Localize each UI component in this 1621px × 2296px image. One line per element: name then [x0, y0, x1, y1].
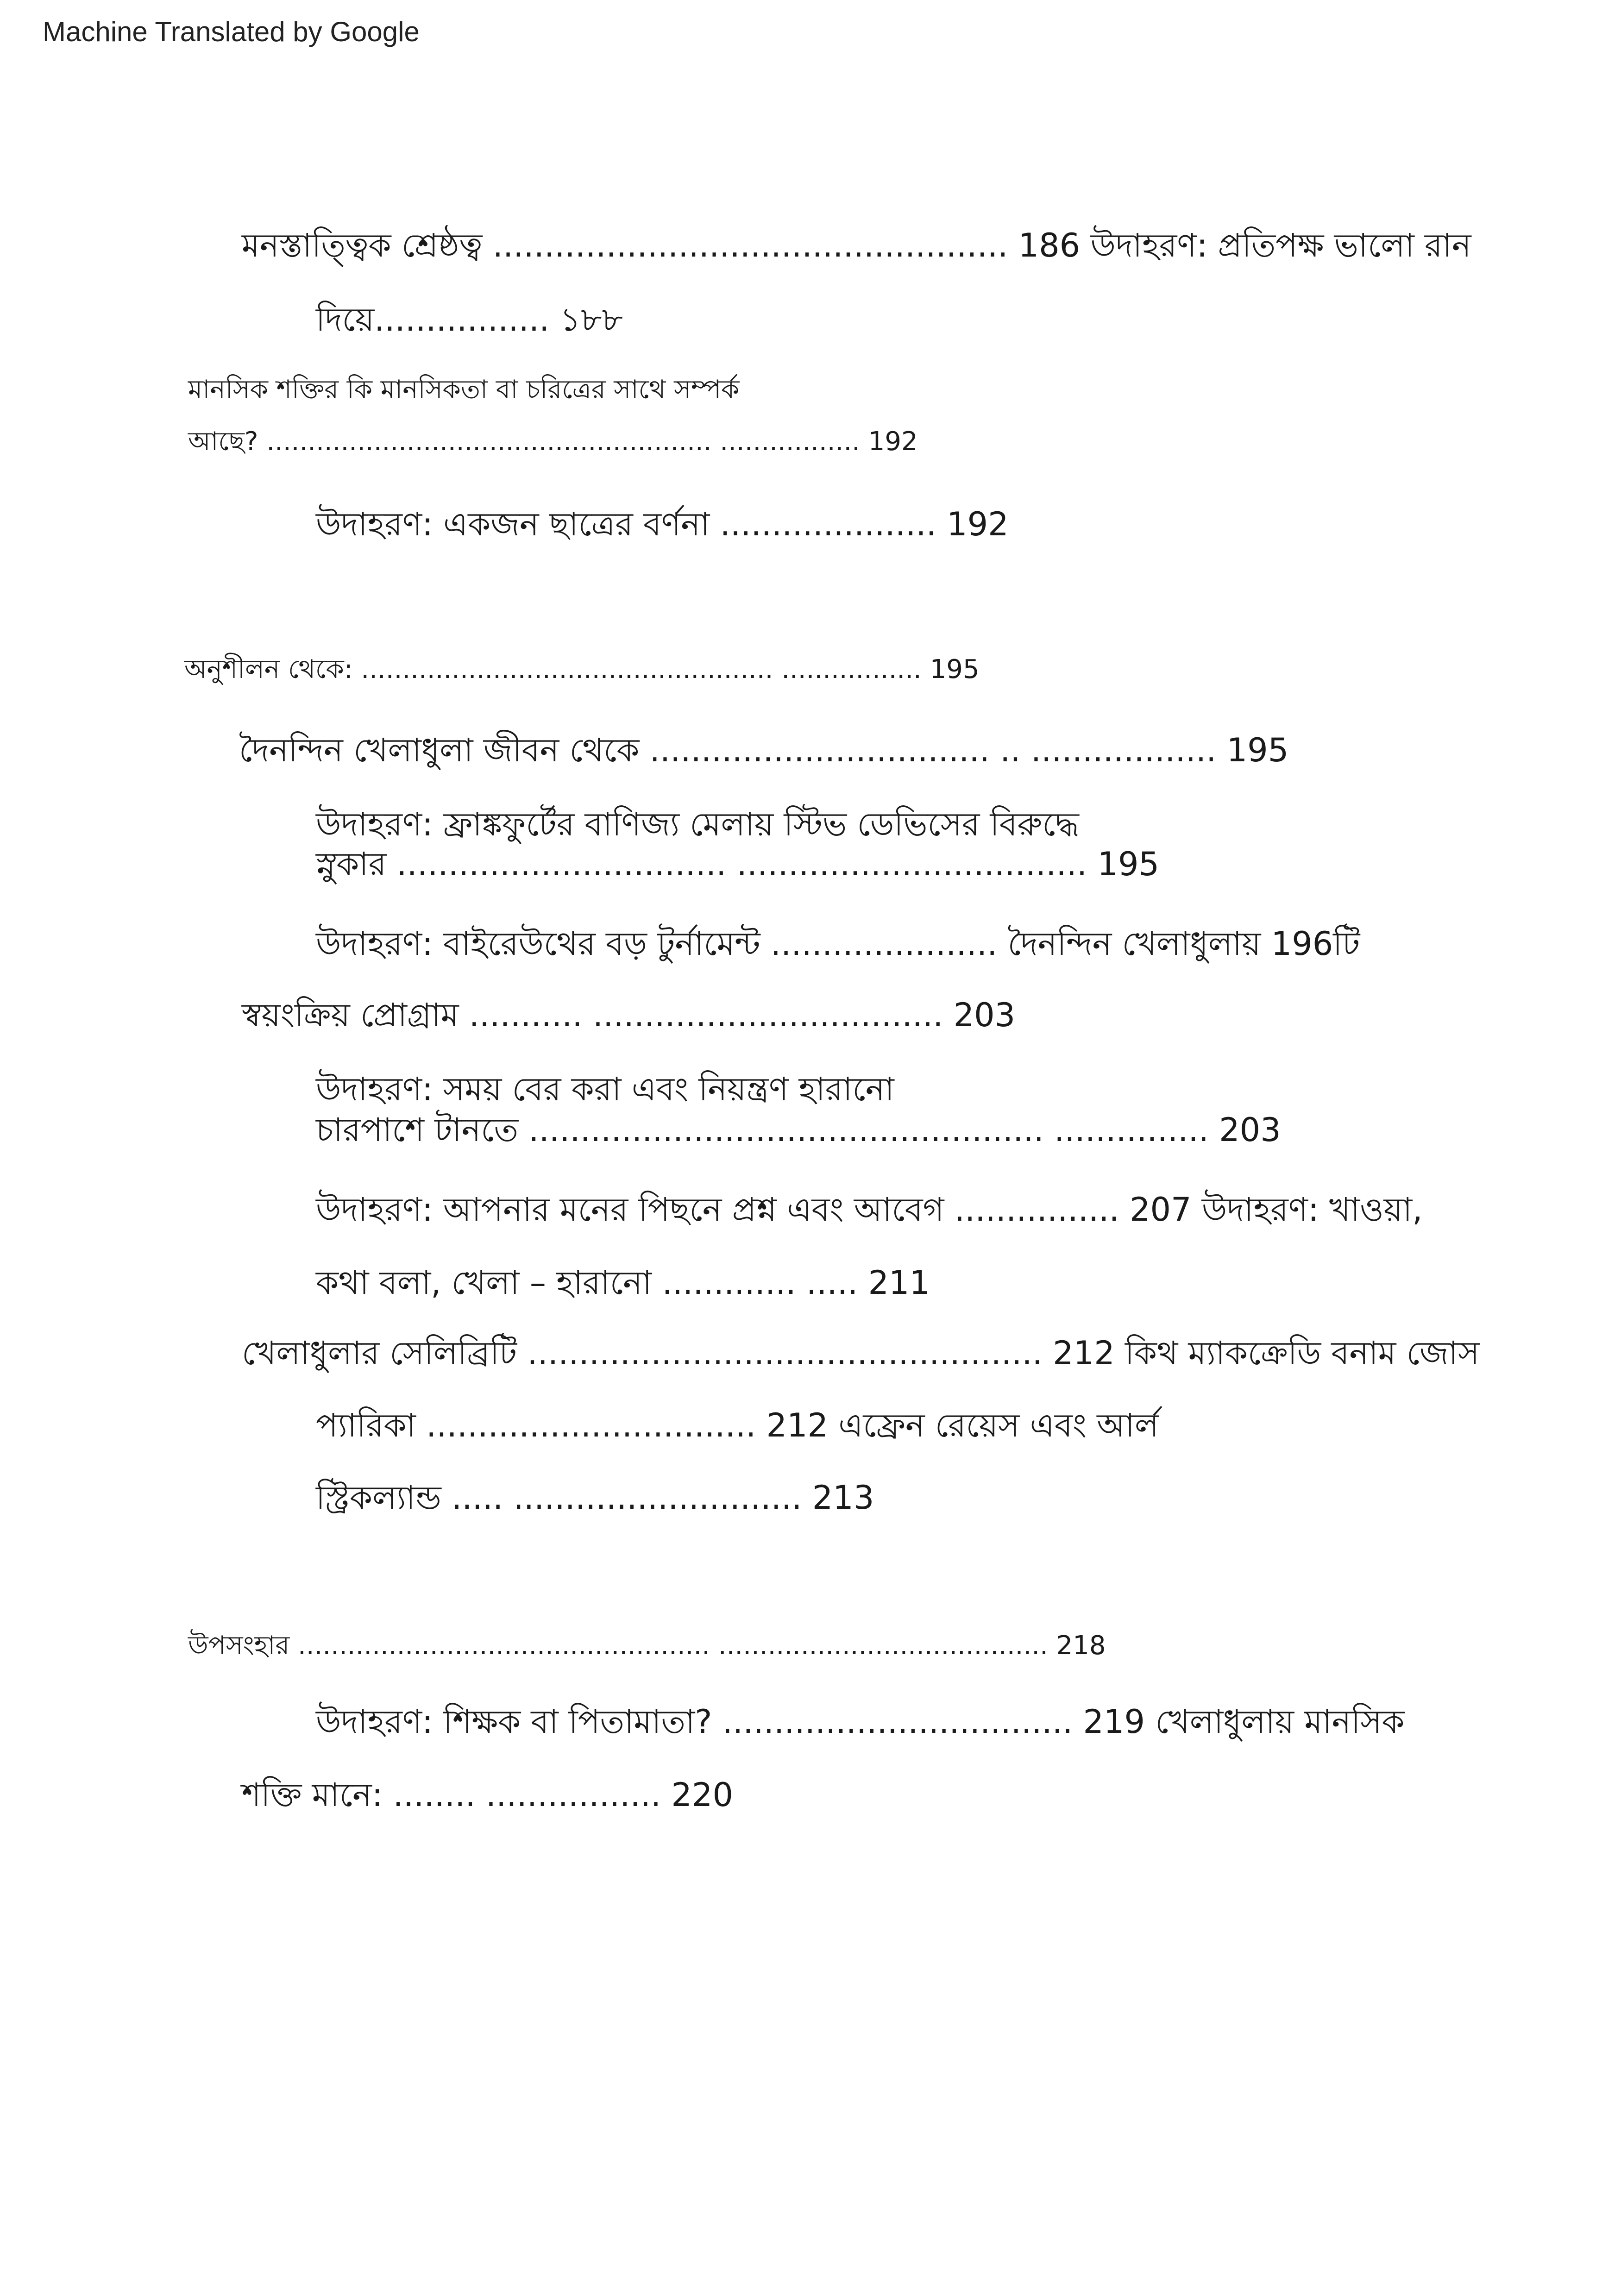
machine-translation-header: Machine Translated by Google: [43, 16, 420, 47]
toc-line: অনুশীলন থেকে: .................................................. ................. 195: [184, 654, 980, 684]
toc-line: প্যারিকা ................................ 212 এফ্রেন রেয়েস এবং আর্ল: [316, 1406, 1159, 1444]
toc-line: চারপাশে টানতে .................................................. ............... 203: [316, 1111, 1281, 1149]
toc-line: দিয়ে................. ১৮৮: [316, 301, 623, 339]
toc-line: কথা বলা, খেলা – হারানো ............. ..... 211: [316, 1264, 930, 1302]
toc-line: মনস্তাত্ত্বিক শ্রেষ্ঠত্ব .................................................. 186 উদাহরণ: প্রতিপক্ষ ভালো রান: [242, 226, 1471, 264]
toc-line: শক্তি মানে: ........ ................. 220: [242, 1776, 733, 1814]
toc-line: উপসংহার .................................................. ........................................ 218: [188, 1631, 1106, 1661]
toc-line: স্নুকার ................................ .................................. 195: [316, 845, 1160, 883]
toc-line: আছে? ...................................................... ................. 192: [188, 427, 918, 457]
toc-line: মানসিক শক্তির কি মানসিকতা বা চরিত্রের সাথে সম্পর্ক: [188, 375, 740, 405]
toc-line: খেলাধুলার সেলিব্রিটি .................................................. 212 কিথ ম্যাকক্রেডি বনাম জোস: [242, 1334, 1480, 1372]
toc-line: উদাহরণ: বাইরেউথের বড় টুর্নামেন্ট ...................... দৈনন্দিন খেলাধুলায় 196টি: [316, 925, 1360, 963]
toc-line: উদাহরণ: সময় বের করা এবং নিয়ন্ত্রণ হারানো: [316, 1070, 894, 1108]
toc-line: উদাহরণ: শিক্ষক বা পিতামাতা? .................................. 219 খেলাধুলায় মানসিক: [316, 1703, 1405, 1741]
toc-line: উদাহরণ: একজন ছাত্রের বর্ণনা ..................... 192: [316, 505, 1009, 543]
toc-line: উদাহরণ: আপনার মনের পিছনে প্রশ্ন এবং আবেগ ................ 207 উদাহরণ: খাওয়া,: [316, 1191, 1423, 1229]
toc-line: উদাহরণ: ফ্রাঙ্কফুর্টের বাণিজ্য মেলায় স্টিভ ডেভিসের বিরুদ্ধে: [316, 805, 1079, 843]
toc-line: দৈনন্দিন খেলাধুলা জীবন থেকে ................................. .. .................. 195: [239, 731, 1289, 769]
toc-line: স্ট্রিকল্যান্ড ..... ............................ 213: [316, 1479, 874, 1517]
toc-line: স্বয়ংক্রিয় প্রোগ্রাম ........... .................................. 203: [242, 996, 1016, 1034]
